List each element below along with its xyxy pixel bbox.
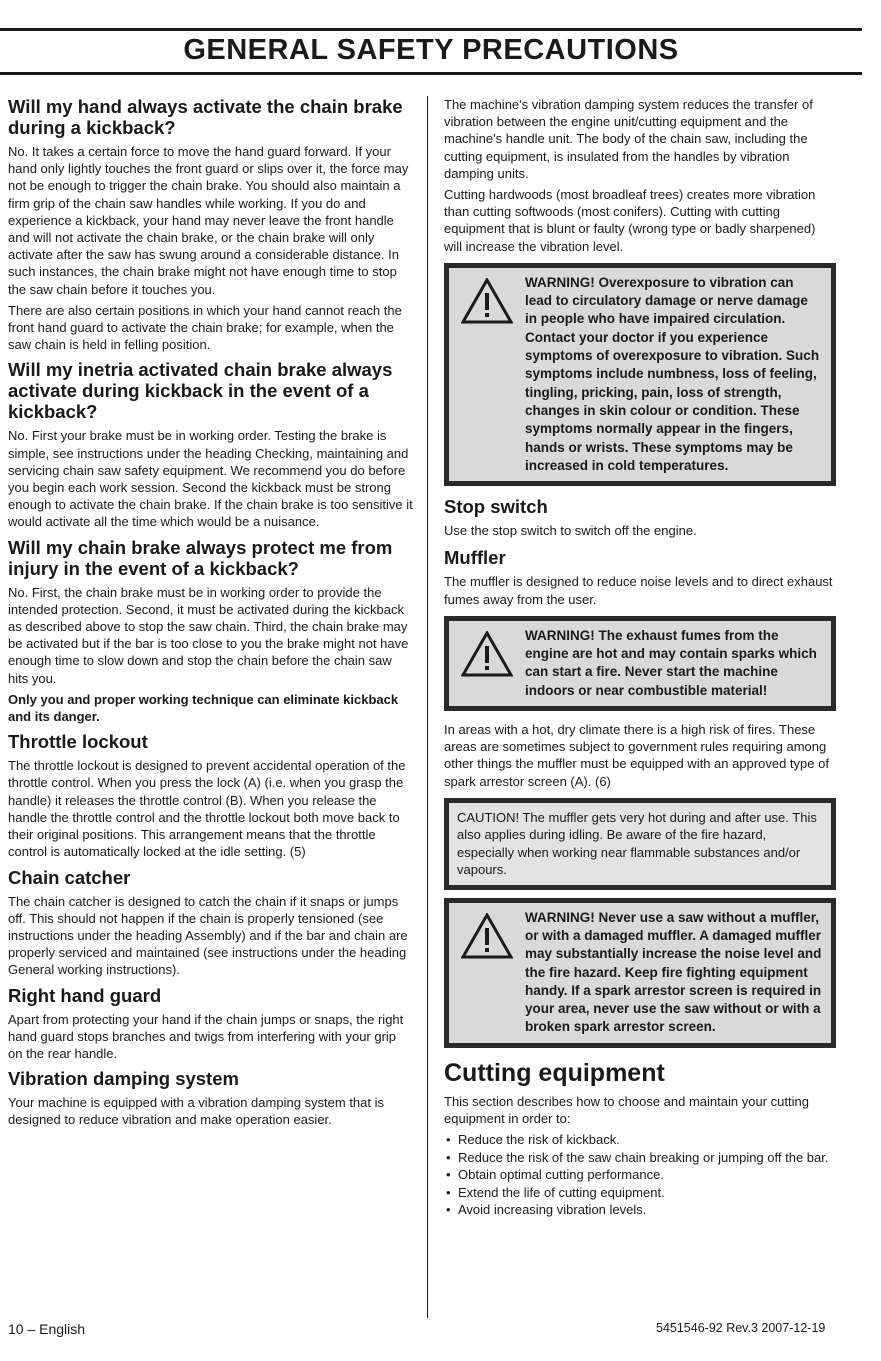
paragraph: No. First your brake must be in working order. Testing the brake is simple, see instructions under the heading Checking, maintaining and servicing chain saw safety equipment. We recommend you do before you begin each work session. Second the kickback must be strong enough to activate the chain brake. If the chain brake is too sensitive it would activate all the time which would be a nuisance.: [8, 428, 413, 530]
paragraph: No. First, the chain brake must be in working order to provide the intended protection. Second, it must be activated during the kickback as described above to stop the saw chain. Third, the chain brake may be activated but if the bar is too close to you the brake might not have enough time to slow down and stop the chain before the chain saw hits you.: [8, 584, 409, 686]
section-heading-muffler: Muffler: [444, 547, 506, 569]
warning-text: WARNING! Overexposure to vibration can lead to circulatory damage or nerve damage in people who have impaired circulation. Contact your doctor if you experience symptoms of overexposure to vibration. Such symptoms include numbness, loss of feeling, tingling, pricking, pain, loss of strength, changes in skin colour or condition. These symptoms normally appear in the fingers, hands or wrists. These symptoms may be increased in cold temperatures.: [525, 274, 820, 473]
section-heading: Throttle lockout: [8, 731, 148, 753]
left-column: [8, 96, 414, 1135]
paragraph: This section describes how to choose and maintain your cutting equipment in order to:: [444, 1093, 809, 1126]
document-id: 5451546-92 Rev.3 2007-12-19: [656, 1321, 826, 1335]
section-heading: Will my inetria activated chain brake always activate during kickback in the event of a kickback?: [8, 359, 393, 423]
page-number: 10 – English: [8, 1321, 86, 1337]
section-heading: Will my chain brake always protect me from injury in the event of a kickback?: [8, 536, 393, 579]
section-hand-kickback: [8, 96, 414, 353]
section-chain-catcher: [8, 867, 414, 979]
caution-text: CAUTION! The muffler gets very hot during and after use. This also applies during idling. Be aware of the fire hazard, especially when working near flammable substances and/or vapours.: [457, 809, 817, 878]
list-item: • Reduce the risk of the saw chain breaking or jumping off the bar.: [444, 1149, 836, 1167]
paragraph: In areas with a hot, dry climate there is a high risk of fires. These areas are sometimes subject to government rules requiring among other things the muffler must be equipped with an approved type of spark arrestor screen (A). (6): [444, 721, 829, 789]
page-title: GENERAL SAFETY PRECAUTIONS: [183, 34, 679, 66]
list-item: • Extend the life of cutting equipment.: [444, 1184, 836, 1202]
section-heading: Right hand guard: [8, 984, 162, 1006]
paragraph: The throttle lockout is designed to prevent accidental operation of the throttle control. When you press the lock (A) (i.e. when you grasp the handle) it releases the throttle control (B). When you release the handle the throttle control and the throttle lockout both move back to their original positions. This arrangement means that the throttle control is automatically locked at the idle setting. (5): [8, 758, 406, 860]
section-heading: Vibration damping system: [8, 1068, 239, 1090]
paragraph: No. It takes a certain force to move the hand guard forward. If your hand only lightly touches the front guard or slips over it, the force may not be enough to trigger the chain brake. You should also maintain a firm grip of the chain saw handles while working. If you do and experience a kickback, your hand may never leave the front handle and will not activate the chain brake, or the chain brake will only activate after the saw has swung around a considerable distance. In such instances, the chain brake might not have enough time to stop the saw chain before it touches you.: [8, 144, 409, 297]
right-column: [444, 96, 836, 1219]
warning-triangle-icon: [461, 913, 513, 959]
paragraph: Your machine is equipped with a vibration damping system that is designed to reduce vibration and make operation easier.: [8, 1095, 385, 1128]
section-brake-protection: [8, 537, 414, 726]
warning-box-vibration: [444, 263, 836, 486]
list-item: • Avoid increasing vibration levels.: [444, 1201, 836, 1219]
section-heading-stop-switch: Stop switch: [444, 496, 548, 518]
column-divider: [427, 96, 428, 1318]
section-heading: Will my hand always activate the chain brake during a kickback?: [8, 96, 403, 138]
paragraph: Cutting hardwoods (most broadleaf trees) creates more vibration than cutting softwoods (most conifers). Cutting with cutting equipment that is blunt or faulty (wrong type or badly sharpened) will increase the vibration level.: [444, 187, 816, 254]
warning-triangle-icon: [461, 278, 513, 324]
section-vibration-damping: [8, 1068, 414, 1128]
list-item: • Reduce the risk of kickback.: [444, 1131, 836, 1149]
paragraph: The chain catcher is designed to catch the chain if it snaps or jumps off. This should not happen if the chain is properly tensioned (see instructions under the heading Assembly) and if the bar and chain are properly serviced and maintained (see instructions under the heading General working instructions).: [8, 893, 408, 978]
paragraph: Use the stop switch to switch off the engine.: [444, 523, 697, 539]
paragraph: There are also certain positions in which your hand cannot reach the front hand guard to activate the chain brake; for example, when the saw chain is held in felling position.: [8, 302, 402, 353]
section-heading-cutting-equipment: Cutting equipment: [444, 1058, 665, 1087]
list-item: • Obtain optimal cutting performance.: [444, 1166, 836, 1184]
title-underline: [0, 72, 862, 75]
section-inertia-brake: [8, 359, 414, 530]
emphasis-paragraph: Only you and proper working technique can eliminate kickback and its danger.: [8, 691, 399, 725]
warning-text: WARNING! Never use a saw without a muffler, or with a damaged muffler. A damaged muffler may substantially increase the noise level and the fire hazard. Keep fire fighting equipment handy. If a spark arrestor screen is required in your area, never use the saw without or with a broken spark arrestor screen.: [525, 909, 822, 1035]
top-rule: [0, 28, 862, 31]
warning-box-muffler: [444, 898, 836, 1048]
section-heading: Chain catcher: [8, 866, 131, 888]
paragraph: Apart from protecting your hand if the chain jumps or snaps, the right hand guard stops branches and twigs from interfering with your grip on the rear handle.: [8, 1011, 404, 1061]
paragraph: The muffler is designed to reduce noise levels and to direct exhaust fumes away from the user.: [444, 574, 833, 607]
warning-box-exhaust: [444, 616, 836, 711]
section-right-hand-guard: [8, 985, 414, 1063]
paragraph: The machine's vibration damping system reduces the transfer of vibration between the engine unit/cutting equipment and the machine's handle unit. The body of the chain saw, including the cutting equipment, is insulated from the handles by vibration damping units.: [444, 97, 813, 181]
caution-box-muffler: [444, 798, 836, 890]
bullet-list: [444, 1131, 836, 1219]
section-throttle-lockout: [8, 731, 414, 860]
warning-text: WARNING! The exhaust fumes from the engine are hot and may contain sparks which can start a fire. Never start the machine indoors or near combustible material!: [525, 627, 817, 698]
warning-triangle-icon: [461, 631, 513, 677]
